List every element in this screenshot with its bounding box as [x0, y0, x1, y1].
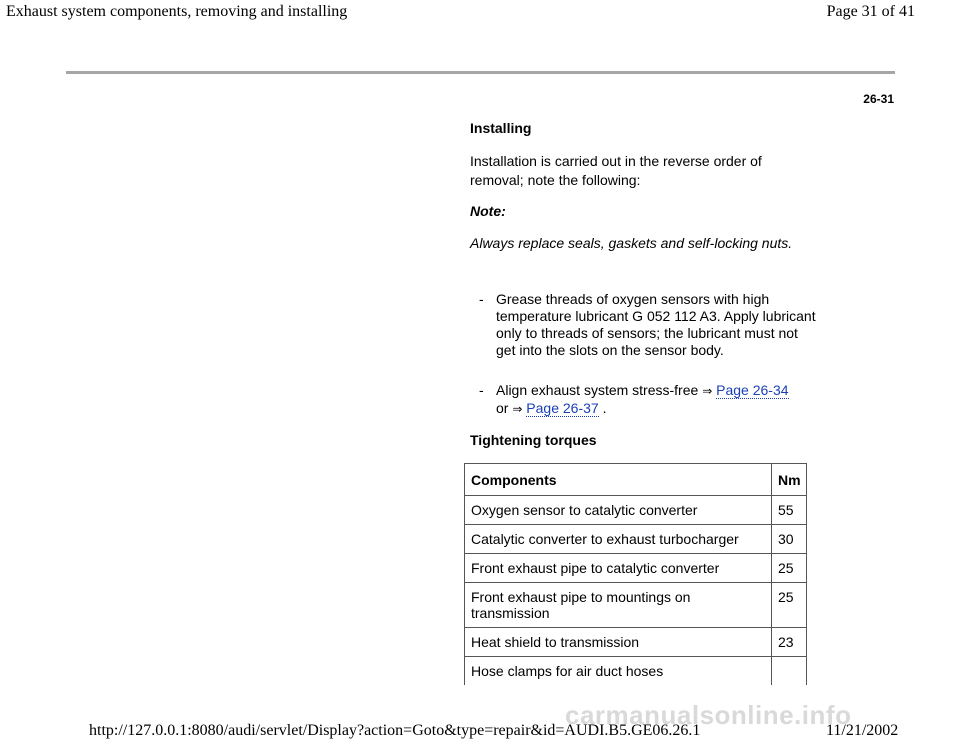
table-row [465, 554, 807, 583]
torque-value-cell: 25 [772, 583, 807, 628]
intro-paragraph: Installation is carried out in the reverse order of removal; note the following: [470, 153, 762, 188]
step-dash: - [479, 382, 484, 398]
component-cell: Heat shield to transmission [465, 628, 772, 657]
note-label: Note: [470, 203, 506, 219]
table-row [465, 496, 807, 525]
footer-date: 11/21/2002 [826, 722, 899, 739]
table-row [465, 583, 807, 628]
component-cell: Hose clamps for air duct hoses [465, 657, 772, 686]
watermark: carmanualsonline.info [565, 700, 852, 730]
step-item [479, 382, 816, 418]
table-header-row [465, 464, 807, 496]
page-counter: Page 31 of 41 [826, 3, 915, 20]
link-page-26-37[interactable]: Page 26-37 [526, 400, 599, 416]
step-text-before: Align exhaust system stress-free [496, 382, 699, 398]
torque-value-cell: 30 [772, 525, 807, 554]
torque-value-cell [772, 657, 807, 686]
torque-table [464, 463, 807, 685]
column-header-components: Components [465, 464, 772, 496]
footer-url: http://127.0.0.1:8080/audi/servlet/Display?action=Goto&type=repair&id=AUDI.B5.GE06.26.1 [89, 722, 701, 739]
torque-value-cell: 23 [772, 628, 807, 657]
arrow-right-icon: ⇒ [512, 402, 523, 416]
component-cell: Oxygen sensor to catalytic converter [465, 496, 772, 525]
link-page-26-34[interactable]: Page 26-34 [716, 382, 789, 398]
table-row [465, 657, 807, 686]
table-row [465, 628, 807, 657]
arrow-right-icon: ⇒ [702, 384, 713, 398]
step-text: Grease threads of oxygen sensors with high temperature lubricant G 052 112 A3. Apply lubricant only to threads of sensors; the lubricant must not get into the slots on the sensor body. [496, 291, 816, 358]
step-item [479, 291, 816, 359]
page-number: 26-31 [863, 92, 894, 106]
step-text-end: . [602, 400, 607, 416]
component-cell: Catalytic converter to exhaust turbocharger [465, 525, 772, 554]
step-text-or: or [496, 400, 509, 416]
torque-value-cell: 25 [772, 554, 807, 583]
note-text: Always replace seals, gaskets and self-locking nuts. [470, 235, 793, 251]
header-divider [66, 71, 895, 74]
torque-value-cell: 55 [772, 496, 807, 525]
document-title: Exhaust system components, removing and installing [6, 3, 348, 20]
column-header-nm: Nm [772, 464, 807, 496]
component-cell: Front exhaust pipe to mountings on transmission [465, 583, 772, 628]
table-row [465, 525, 807, 554]
step-text [496, 382, 816, 418]
step-dash: - [479, 291, 484, 307]
section-heading-installing: Installing [470, 120, 532, 136]
component-cell: Front exhaust pipe to catalytic converter [465, 554, 772, 583]
section-heading-tightening-torques: Tightening torques [470, 432, 597, 448]
